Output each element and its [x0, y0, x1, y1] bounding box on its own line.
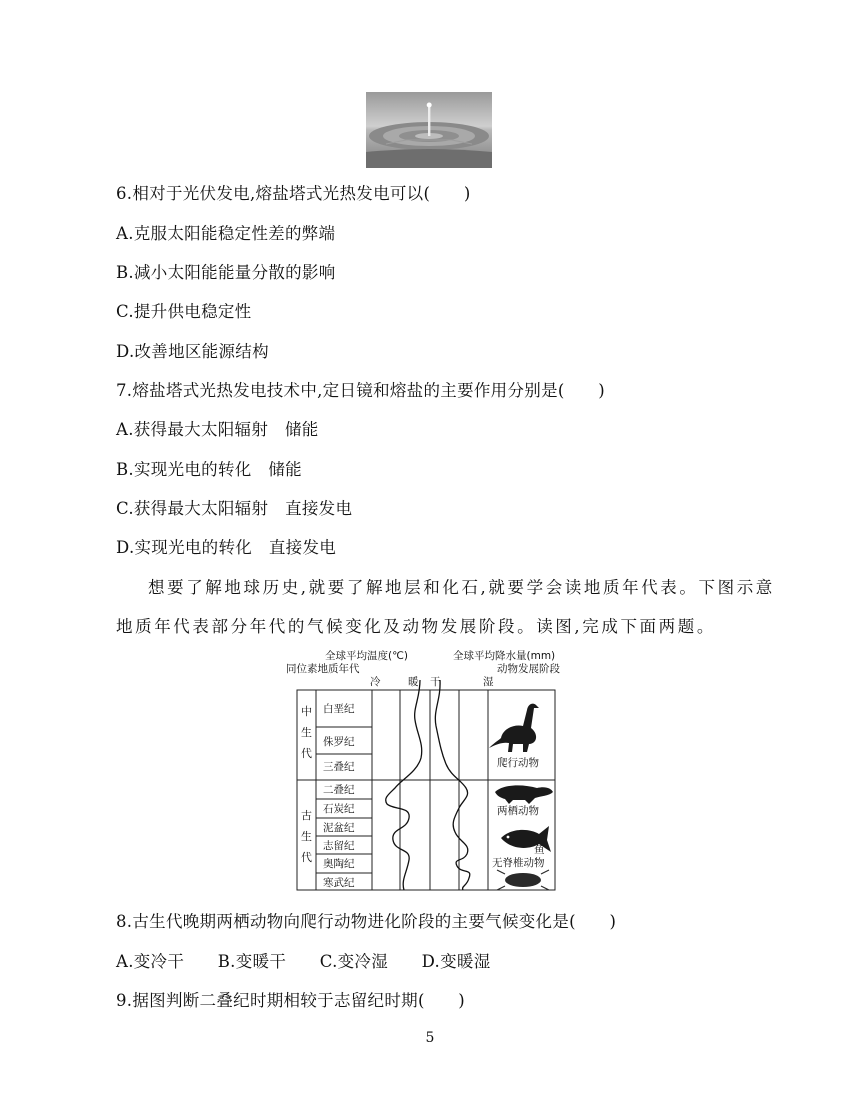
era-paleo-1: 古	[301, 809, 312, 822]
period-devonian: 泥盆纪	[323, 822, 355, 834]
period-carboniferous: 石炭纪	[323, 803, 355, 815]
intro-line-1: 想要了解地球历史,就要了解地层和化石,就要学会读地质年代表。下图示意	[148, 578, 775, 597]
q9-stem: 9.据图判断二叠纪时期相较于志留纪时期( )	[116, 991, 466, 1010]
label-cold: 冷	[370, 676, 381, 688]
q7-stem: 7.熔盐塔式光热发电技术中,定日镜和熔盐的主要作用分别是( )	[116, 381, 605, 400]
period-triassic: 三叠纪	[323, 761, 355, 773]
header-animal: 动物发展阶段	[497, 663, 560, 675]
intro-line-2: 地质年代表部分年代的气候变化及动物发展阶段。读图,完成下面两题。	[116, 617, 716, 636]
q6-option-b: B.减小太阳能能量分散的影响	[116, 263, 336, 282]
label-fish: 鱼	[534, 844, 545, 856]
q6-stem: 6.相对于光伏发电,熔盐塔式光热发电可以( )	[116, 184, 471, 203]
trilobite-icon	[497, 870, 549, 890]
header-temp: 全球平均温度(℃)	[325, 650, 408, 662]
era-meso-3: 代	[301, 747, 312, 760]
q8-options: A.变冷干 B.变暖干 C.变冷湿 D.变暖湿	[116, 952, 491, 971]
q6-option-a: A.克服太阳能稳定性差的弊端	[116, 224, 336, 243]
q6-option-d: D.改善地区能源结构	[116, 342, 269, 361]
era-meso-1: 中	[301, 705, 312, 718]
era-meso-2: 生	[301, 726, 312, 739]
amphibian-icon	[495, 785, 553, 804]
period-silurian: 志留纪	[323, 840, 355, 852]
q7-option-b: B.实现光电的转化 储能	[116, 460, 302, 479]
precipitation-curve	[435, 680, 469, 890]
temperature-curve	[386, 680, 422, 890]
solar-tower-photo	[366, 92, 492, 168]
label-reptile: 爬行动物	[497, 757, 539, 769]
label-dry: 干	[430, 676, 441, 688]
header-precip: 全球平均降水量(mm)	[453, 650, 556, 662]
era-paleo-3: 代	[301, 851, 312, 864]
label-amphibian: 两栖动物	[497, 805, 539, 817]
era-paleo-2: 生	[301, 830, 312, 843]
q7-option-c: C.获得最大太阳辐射 直接发电	[116, 499, 353, 518]
header-era: 同位素地质年代	[286, 663, 360, 675]
dinosaur-icon	[489, 704, 539, 752]
period-jurassic: 侏罗纪	[323, 736, 355, 748]
label-wet: 湿	[483, 676, 494, 688]
period-cambrian: 寒武纪	[323, 877, 355, 889]
page-number: 5	[425, 1030, 435, 1046]
q8-stem: 8.古生代晚期两栖动物向爬行动物进化阶段的主要气候变化是( )	[116, 912, 617, 931]
label-invertebrate: 无脊椎动物	[492, 857, 545, 869]
period-cretaceous: 白垩纪	[323, 703, 355, 715]
q7-option-d: D.实现光电的转化 直接发电	[116, 538, 337, 557]
geologic-time-figure	[283, 648, 573, 892]
q7-option-a: A.获得最大太阳辐射 储能	[116, 420, 319, 439]
q6-option-c: C.提升供电稳定性	[116, 302, 252, 321]
label-warm: 暖	[408, 676, 419, 688]
period-ordovician: 奥陶纪	[323, 858, 355, 870]
period-permian: 二叠纪	[323, 784, 355, 796]
